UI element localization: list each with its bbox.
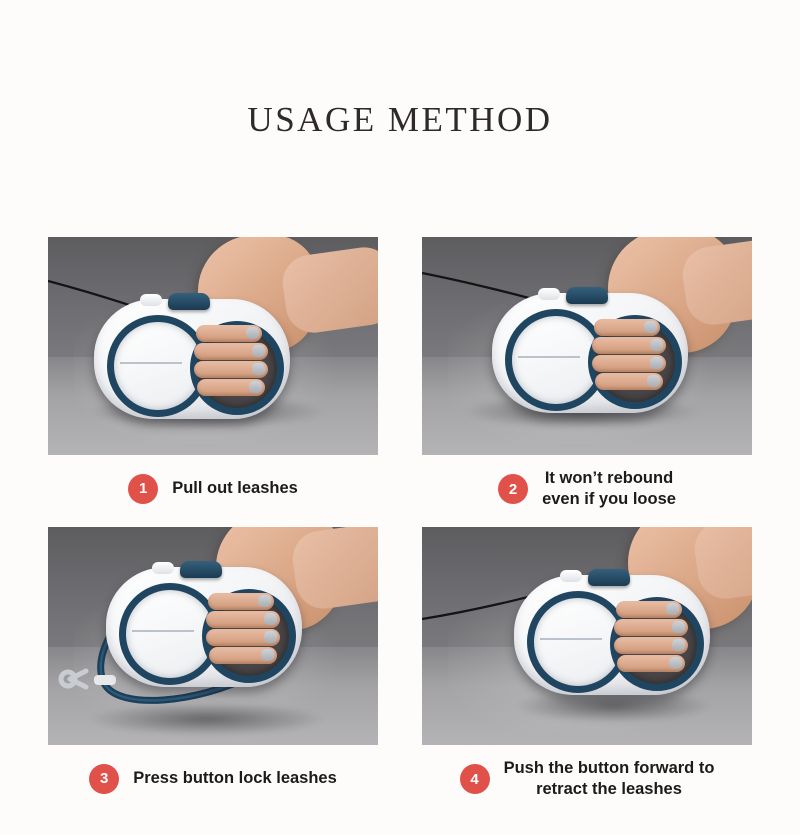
- leash-device: [94, 299, 290, 419]
- step-number-badge: 2: [498, 474, 528, 504]
- wrist: [289, 527, 378, 612]
- finger: [614, 619, 688, 636]
- fingernail: [264, 631, 277, 643]
- step-card-2: [422, 237, 752, 510]
- caption-line-1: Push the button forward to: [503, 759, 715, 778]
- fingernail: [669, 657, 682, 669]
- fingernail: [647, 375, 660, 387]
- finger: [208, 593, 274, 610]
- step-caption-4: [422, 745, 752, 800]
- finger: [617, 655, 685, 672]
- step-photo-1: [48, 237, 378, 455]
- lock-button: [168, 293, 210, 310]
- step-photo-2: [422, 237, 752, 455]
- step-caption-text: [542, 468, 676, 510]
- finger: [206, 611, 280, 628]
- lock-button: [566, 287, 608, 304]
- fingers: [206, 591, 282, 667]
- finger: [194, 343, 268, 360]
- fingernail: [672, 621, 685, 633]
- fingers: [194, 323, 270, 399]
- step-caption-3: [48, 745, 378, 799]
- finger: [595, 373, 663, 390]
- device-top-nub: [538, 288, 560, 300]
- caption-line-1: Press button lock leashes: [133, 769, 337, 788]
- step-caption-text: [504, 758, 715, 800]
- device-top-nub: [560, 570, 582, 582]
- finger: [592, 337, 666, 354]
- fingernail: [261, 649, 274, 661]
- fingernail: [252, 345, 265, 357]
- retract-button: [588, 569, 630, 586]
- leash-device: [514, 575, 710, 695]
- step-caption-1: [48, 455, 378, 509]
- fingernail: [650, 339, 663, 351]
- finger: [594, 319, 660, 336]
- leash-device: [106, 567, 302, 687]
- step-photo-3: [48, 527, 378, 745]
- caption-line-2: retract the leashes: [536, 780, 682, 799]
- caption-line-2: even if you loose: [542, 490, 676, 509]
- caption-line-1: Pull out leashes: [172, 478, 298, 497]
- finger: [196, 325, 262, 342]
- finger: [592, 355, 666, 372]
- page-title: USAGE METHOD: [247, 100, 553, 139]
- fingernail: [644, 321, 657, 333]
- finger: [206, 629, 280, 646]
- step-number-badge: 3: [89, 764, 119, 794]
- fingernail: [264, 613, 277, 625]
- step-card-3: [48, 527, 378, 800]
- fingernail: [258, 595, 271, 607]
- step-number-badge: 1: [128, 474, 158, 504]
- leash-device: [492, 293, 688, 413]
- finger: [616, 601, 682, 618]
- fingers: [614, 599, 690, 675]
- steps-grid: [48, 237, 752, 800]
- step-number-badge: 4: [460, 764, 490, 794]
- fingernail: [666, 603, 679, 615]
- lock-button: [180, 561, 222, 578]
- fingernail: [672, 639, 685, 651]
- step-caption-2: [422, 455, 752, 510]
- step-caption-text: [172, 478, 298, 499]
- step-caption-text: [133, 768, 337, 789]
- step-photo-4: [422, 527, 752, 745]
- step-card-4: [422, 527, 752, 800]
- fingernail: [246, 327, 259, 339]
- caption-line-1: It won’t rebound: [544, 469, 674, 487]
- device-top-nub: [152, 562, 174, 574]
- fingernail: [650, 357, 663, 369]
- fingernail: [249, 381, 262, 393]
- fingers: [592, 317, 668, 393]
- finger: [194, 361, 268, 378]
- device-top-nub: [140, 294, 162, 306]
- step-card-1: [48, 237, 378, 510]
- finger: [209, 647, 277, 664]
- finger: [197, 379, 265, 396]
- fingernail: [252, 363, 265, 375]
- finger: [614, 637, 688, 654]
